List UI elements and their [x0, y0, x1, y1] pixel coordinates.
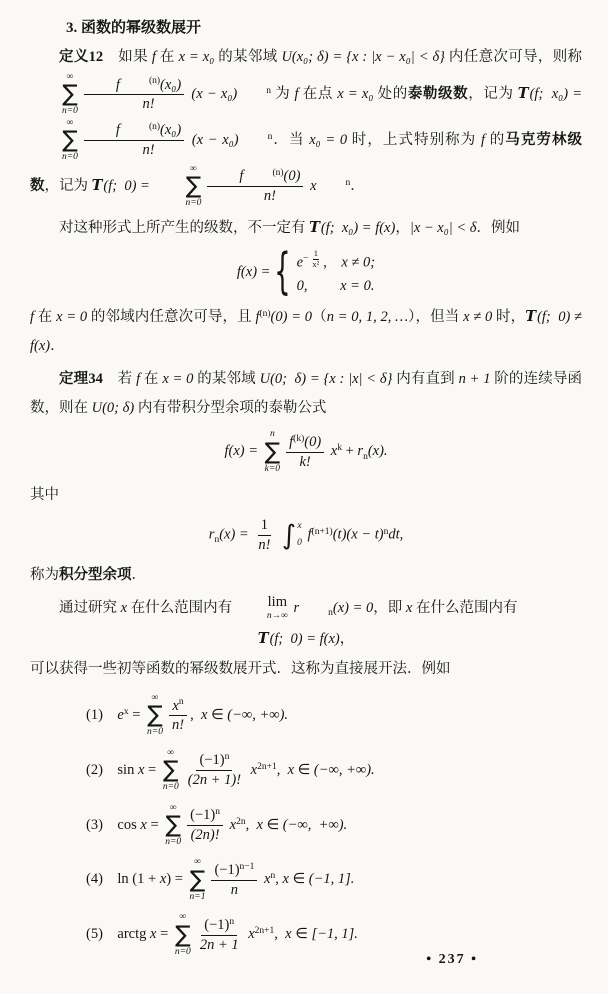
series-expansion-item-4: (4) ln (1 + x) = ∞ ∑ n=1 $\frac{(-1)n-1}{n}$ xn, x ∈ (−1, 1]. — [86, 857, 355, 902]
piecewise-function-equation: f(x) = { e− $\frac{1}{\text{x²}}$ , x ≠ 0; 0, x = 0. — [236, 244, 376, 302]
theorem-34-paragraph: 定理34 若 f 在 x = 0 的某邻域 U(0; δ) = {x : |x| < δ} 内有直到 n + 1 阶的连续导函数，则在 U(0; δ) 内有带积分型余项的泰勒公式 — [30, 371, 583, 417]
series-expansion-item-2: (2) sin x = ∞ ∑ n=0 $\frac{(-1)n}{(2n + 1)!}$ x2n+1, x ∈ (−∞, +∞). — [86, 747, 375, 793]
among-which-label: 其中 — [30, 487, 59, 504]
section-heading: 3. 函数的幂级数展开 — [66, 20, 202, 36]
series-expansion-item-1: (1) ex = ∞ ∑ n=0 $\frac{xn}{n!}$ , x ∈ (−∞, +∞). — [86, 693, 289, 738]
series-remark-paragraph: 对这种形式上所产生的级数，不一定有 T(f; x₀) = f(x)，|x − x₀| < δ．例如 — [59, 219, 521, 237]
integral-remainder-name-paragraph: 称为积分型余项． — [30, 566, 146, 583]
taylor-formula-equation: f(x) = n ∑ k=0 $\frac{f(k)(0)}{k!}$ xk + rn(x). — [224, 429, 388, 474]
research-paragraph: 通过研究 x 在什么范围内有 lim n→∞ r n(x) = 0，即 x 在什么范围内有 — [59, 593, 518, 621]
series-expansion-item-3: (3) cos x = ∞ ∑ n=0 $\frac{(-1)n}{(2n)!}$ x2n, x ∈ (−∞, +∞). — [86, 802, 348, 847]
maclaurin-equality-equation: T(f; 0) = f(x)， — [257, 629, 355, 647]
series-expansion-item-5: (5) arctg x = ∞ ∑ n=0 $\frac{(-1)n}{2n + 1}$ x2n+1, x ∈ [−1, 1]. — [86, 912, 358, 957]
series-expansion-list — [86, 693, 582, 958]
direct-expansion-paragraph: 可以获得一些初等函数的幂级数展开式．这称为直接展开法．例如 — [30, 661, 451, 678]
definition-12-paragraph: 定义12 如果 f 在 x = x₀ 的某邻域 U(x₀; δ) = {x : |x − x₀| < δ} 内任意次可导，则称 ∞ ∑ n=0 $\frac{\text{f (n)(x₀)}}{n!}$ (x − x₀) n 为 f 在点 x = x₀ 处的泰勒级数，记为 T(f; x₀) = ∞ ∑ n=0 $\frac{\text{f (n)(x₀)}}{n!}$ (x − x₀) n．当 x₀ = 0 时，上式特别称为 f 的马克劳林级数，记为 T(f; 0) = ∞ ∑ n=0 $\frac{f (n)(0)}{n!}$ x n． — [30, 49, 586, 208]
smoothness-paragraph: f 在 x = 0 的邻域内任意次可导，且 f(n)(0) = 0（n = 0, 1, 2, …），但当 x ≠ 0 时，T(f; 0) ≠ f(x)． — [30, 308, 586, 355]
integral-remainder-equation: rn(x) = $\frac{1}{n!}$ ∫ x 0 f(n+1)(t)(x − t)ndt, — [208, 517, 404, 553]
page-number: • 237 • — [426, 952, 478, 967]
